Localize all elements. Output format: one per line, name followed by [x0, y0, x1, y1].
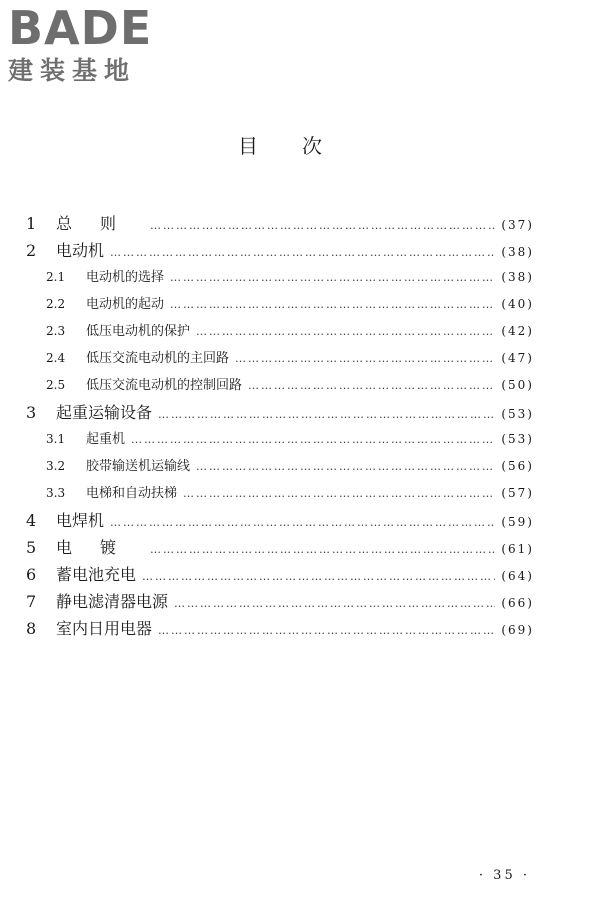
- toc-page-ref: (38): [501, 270, 534, 284]
- toc-page-ref: (42): [501, 324, 534, 338]
- toc-leader-dots: [170, 291, 495, 318]
- toc-label: 电镀: [56, 538, 145, 557]
- toc-number: 3.2: [46, 459, 66, 473]
- toc-number: 4: [26, 511, 37, 530]
- toc-chapter-row[interactable]: [26, 399, 534, 426]
- toc-chapter-row[interactable]: [26, 237, 534, 264]
- table-of-contents: [26, 210, 534, 642]
- toc-number: 2: [26, 241, 37, 260]
- toc-number: 8: [26, 619, 37, 638]
- toc-leader-dots: [158, 401, 495, 428]
- toc-page-ref: (53): [501, 432, 534, 446]
- toc-number: 2.4: [46, 351, 66, 365]
- toc-leader-dots: [170, 264, 495, 291]
- toc-page-ref: (53): [501, 407, 534, 421]
- toc-label: 低压交流电动机的主回路: [86, 351, 230, 366]
- toc-label: 室内日用电器: [56, 619, 153, 638]
- toc-label: 蓄电池充电: [56, 565, 137, 584]
- toc-page-ref: (40): [501, 297, 534, 311]
- toc-section-row[interactable]: [26, 453, 534, 480]
- toc-number: 2.5: [46, 378, 66, 392]
- toc-label: 电梯和自动扶梯: [86, 486, 178, 501]
- toc-page-ref: (38): [501, 245, 534, 259]
- toc-label: 静电滤清器电源: [56, 592, 169, 611]
- toc-number: 3.1: [46, 432, 66, 446]
- toc-label: 总则: [56, 214, 145, 233]
- logo-subtitle: 建装基地: [8, 56, 137, 85]
- toc-page-ref: (61): [501, 542, 534, 556]
- toc-chapter-row[interactable]: [26, 534, 534, 561]
- toc-number: 2.3: [46, 324, 66, 338]
- toc-section-row[interactable]: [26, 291, 534, 318]
- toc-leader-dots: [235, 345, 495, 372]
- toc-number: 3.3: [46, 486, 66, 500]
- toc-number: 6: [26, 565, 37, 584]
- page-number: · 35 ·: [478, 868, 530, 883]
- bade-logo: [8, 1, 178, 90]
- toc-label: 低压交流电动机的控制回路: [86, 378, 243, 393]
- toc-label: 低压电动机的保护: [86, 324, 191, 339]
- toc-page-ref: (50): [501, 378, 534, 392]
- toc-section-row[interactable]: [26, 318, 534, 345]
- toc-number: 5: [26, 538, 37, 557]
- toc-section-row[interactable]: [26, 480, 534, 507]
- toc-chapter-row[interactable]: [26, 507, 534, 534]
- toc-leader-dots: [196, 318, 495, 345]
- toc-chapter-row[interactable]: [26, 210, 534, 237]
- toc-chapter-row[interactable]: [26, 588, 534, 615]
- toc-leader-dots: [158, 617, 495, 644]
- toc-section-row[interactable]: [26, 264, 534, 291]
- toc-section-row[interactable]: [26, 426, 534, 453]
- toc-label: 起重运输设备: [56, 403, 153, 422]
- toc-leader-dots: [131, 426, 495, 453]
- toc-page-ref: (66): [501, 596, 534, 610]
- toc-chapter-row[interactable]: [26, 561, 534, 588]
- toc-section-row[interactable]: [26, 345, 534, 372]
- toc-leader-dots: [248, 372, 495, 399]
- toc-number: 1: [26, 214, 37, 233]
- toc-label: 电焊机: [56, 511, 105, 530]
- toc-number: 2.2: [46, 297, 66, 311]
- toc-leader-dots: [142, 563, 495, 590]
- toc-label: 电动机的起动: [86, 297, 165, 312]
- toc-page-ref: (69): [501, 623, 534, 637]
- toc-page-ref: (56): [501, 459, 534, 473]
- toc-leader-dots: [150, 212, 495, 239]
- toc-label: 胶带输送机运输线: [86, 459, 191, 474]
- page-title: 目次: [238, 134, 366, 158]
- toc-leader-dots: [183, 480, 495, 507]
- toc-number: 2.1: [46, 270, 66, 284]
- toc-leader-dots: [110, 509, 495, 536]
- toc-chapter-row[interactable]: [26, 615, 534, 642]
- toc-page-ref: (59): [501, 515, 534, 529]
- toc-page-ref: (37): [501, 218, 534, 232]
- toc-page-ref: (47): [501, 351, 534, 365]
- toc-leader-dots: [150, 536, 495, 563]
- toc-label: 电动机: [56, 241, 105, 260]
- toc-label: 电动机的选择: [86, 270, 165, 285]
- toc-leader-dots: [110, 239, 495, 266]
- toc-label: 起重机: [86, 432, 126, 447]
- toc-section-row[interactable]: [26, 372, 534, 399]
- logo-wordmark: BADE: [8, 1, 153, 55]
- toc-number: 7: [26, 592, 37, 611]
- toc-page-ref: (57): [501, 486, 534, 500]
- toc-leader-dots: [196, 453, 495, 480]
- toc-leader-dots: [174, 590, 495, 617]
- toc-number: 3: [26, 403, 37, 422]
- toc-page-ref: (64): [501, 569, 534, 583]
